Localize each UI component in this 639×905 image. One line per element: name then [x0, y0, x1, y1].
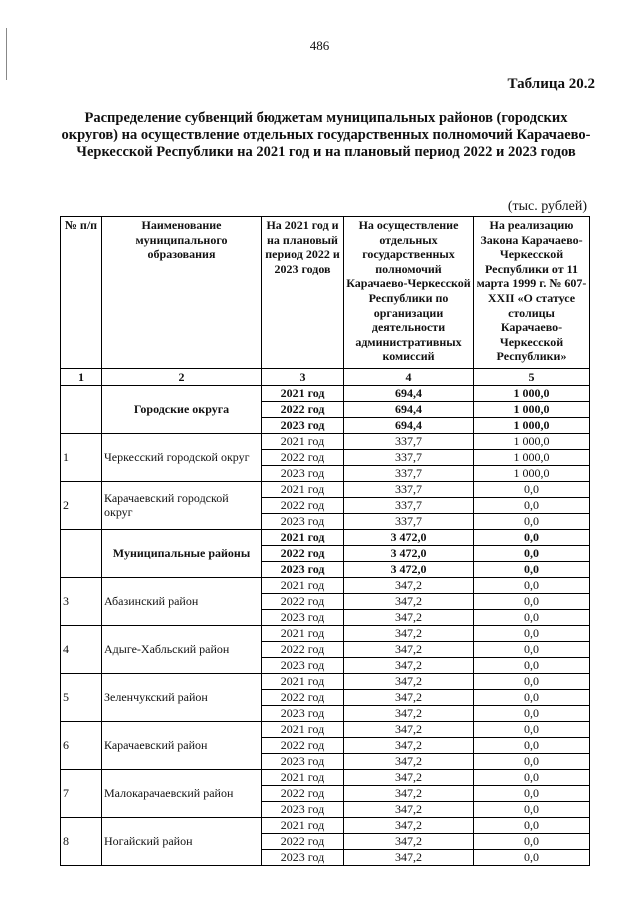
unit-note: (тыс. рублей)	[507, 199, 587, 214]
table-row	[61, 769, 590, 785]
capital-value: 0,0	[474, 625, 590, 641]
column-header-capital: На реализацию Закона Карачаево-Черкесской Республики от 11 марта 1999 г. № 607-XXII «О статусе столицы Карачаево-Черкесской Республики»	[474, 217, 590, 369]
row-number	[61, 385, 102, 433]
year-cell: 2023 год	[262, 849, 344, 865]
admin-value: 347,2	[344, 609, 474, 625]
year-cell: 2023 год	[262, 561, 344, 577]
admin-value: 347,2	[344, 625, 474, 641]
row-number: 8	[61, 817, 102, 865]
year-cell: 2021 год	[262, 817, 344, 833]
capital-value: 0,0	[474, 833, 590, 849]
municipality-name: Адыге-Хабльский район	[102, 625, 262, 673]
year-cell: 2021 год	[262, 529, 344, 545]
admin-value: 347,2	[344, 673, 474, 689]
municipality-name: Зеленчукский район	[102, 673, 262, 721]
admin-value: 347,2	[344, 689, 474, 705]
capital-value: 1 000,0	[474, 465, 590, 481]
municipality-name: Городские округа	[102, 385, 262, 433]
year-cell: 2022 год	[262, 833, 344, 849]
table-body	[61, 385, 590, 865]
year-cell: 2021 год	[262, 673, 344, 689]
capital-value: 0,0	[474, 785, 590, 801]
table-row	[61, 481, 590, 497]
year-cell: 2021 год	[262, 721, 344, 737]
year-cell: 2021 год	[262, 433, 344, 449]
admin-value: 3 472,0	[344, 561, 474, 577]
year-cell: 2022 год	[262, 737, 344, 753]
admin-value: 694,4	[344, 401, 474, 417]
table-row	[61, 577, 590, 593]
capital-value: 0,0	[474, 545, 590, 561]
page-number: 486	[309, 38, 330, 53]
table-row	[61, 673, 590, 689]
admin-value: 347,2	[344, 769, 474, 785]
capital-value: 1 000,0	[474, 449, 590, 465]
capital-value: 0,0	[474, 561, 590, 577]
admin-value: 694,4	[344, 385, 474, 401]
row-number: 5	[61, 673, 102, 721]
admin-value: 337,7	[344, 481, 474, 497]
row-number	[61, 529, 102, 577]
column-header-period: На 2021 год и на плановый период 2022 и 2023 годов	[262, 217, 344, 369]
capital-value: 1 000,0	[474, 433, 590, 449]
year-cell: 2023 год	[262, 609, 344, 625]
capital-value: 0,0	[474, 657, 590, 673]
column-header-admin: На осуществление отдельных государственных полномочий Карачаево-Черкесской Республики по организации деятельности административных комиссий	[344, 217, 474, 369]
year-cell: 2023 год	[262, 705, 344, 721]
table-row	[61, 817, 590, 833]
year-cell: 2023 год	[262, 465, 344, 481]
table-row	[61, 385, 590, 401]
column-number: 3	[262, 369, 344, 386]
capital-value: 0,0	[474, 673, 590, 689]
year-cell: 2021 год	[262, 385, 344, 401]
year-cell: 2021 год	[262, 577, 344, 593]
subvention-table	[60, 216, 590, 866]
capital-value: 0,0	[474, 481, 590, 497]
admin-value: 347,2	[344, 593, 474, 609]
column-number: 5	[474, 369, 590, 386]
capital-value: 0,0	[474, 705, 590, 721]
capital-value: 0,0	[474, 769, 590, 785]
year-cell: 2023 год	[262, 801, 344, 817]
municipality-name: Черкесский городской округ	[102, 433, 262, 481]
capital-value: 0,0	[474, 753, 590, 769]
table-heading: Распределение субвенций бюджетам муниципальных районов (городских округов) на осуществление отдельных государственных полномочий Карачаево-Черкесской Республики на 2021 год и на плановый период 2022 и 2023 годов	[61, 110, 591, 160]
admin-value: 347,2	[344, 641, 474, 657]
row-number: 2	[61, 481, 102, 529]
capital-value: 0,0	[474, 497, 590, 513]
capital-value: 0,0	[474, 689, 590, 705]
year-cell: 2021 год	[262, 769, 344, 785]
capital-value: 0,0	[474, 513, 590, 529]
municipality-name: Карачаевский городской округ	[102, 481, 262, 529]
column-number: 2	[102, 369, 262, 386]
column-number: 1	[61, 369, 102, 386]
admin-value: 347,2	[344, 849, 474, 865]
capital-value: 0,0	[474, 577, 590, 593]
year-cell: 2023 год	[262, 753, 344, 769]
row-number: 6	[61, 721, 102, 769]
capital-value: 0,0	[474, 721, 590, 737]
municipality-name: Муниципальные районы	[102, 529, 262, 577]
year-cell: 2023 год	[262, 657, 344, 673]
admin-value: 347,2	[344, 705, 474, 721]
capital-value: 0,0	[474, 849, 590, 865]
year-cell: 2022 год	[262, 689, 344, 705]
municipality-name: Малокарачаевский район	[102, 769, 262, 817]
year-cell: 2022 год	[262, 449, 344, 465]
admin-value: 347,2	[344, 577, 474, 593]
admin-value: 347,2	[344, 833, 474, 849]
capital-value: 0,0	[474, 529, 590, 545]
admin-value: 347,2	[344, 801, 474, 817]
admin-value: 347,2	[344, 753, 474, 769]
column-header-name: Наименование муниципального образования	[102, 217, 262, 369]
year-cell: 2023 год	[262, 513, 344, 529]
capital-value: 0,0	[474, 641, 590, 657]
table-title: Таблица 20.2	[507, 76, 595, 92]
capital-value: 0,0	[474, 737, 590, 753]
row-number: 7	[61, 769, 102, 817]
capital-value: 0,0	[474, 801, 590, 817]
column-header-num: № п/п	[61, 217, 102, 369]
year-cell: 2022 год	[262, 401, 344, 417]
admin-value: 337,7	[344, 449, 474, 465]
admin-value: 337,7	[344, 497, 474, 513]
table-row	[61, 721, 590, 737]
capital-value: 0,0	[474, 593, 590, 609]
year-cell: 2022 год	[262, 545, 344, 561]
admin-value: 694,4	[344, 417, 474, 433]
table-row	[61, 529, 590, 545]
admin-value: 3 472,0	[344, 529, 474, 545]
capital-value: 1 000,0	[474, 401, 590, 417]
column-number: 4	[344, 369, 474, 386]
capital-value: 0,0	[474, 609, 590, 625]
year-cell: 2022 год	[262, 497, 344, 513]
admin-value: 347,2	[344, 657, 474, 673]
capital-value: 1 000,0	[474, 417, 590, 433]
admin-value: 337,7	[344, 465, 474, 481]
admin-value: 347,2	[344, 721, 474, 737]
year-cell: 2022 год	[262, 593, 344, 609]
capital-value: 1 000,0	[474, 385, 590, 401]
admin-value: 347,2	[344, 737, 474, 753]
admin-value: 337,7	[344, 433, 474, 449]
year-cell: 2021 год	[262, 481, 344, 497]
municipality-name: Карачаевский район	[102, 721, 262, 769]
table-row	[61, 433, 590, 449]
admin-value: 3 472,0	[344, 545, 474, 561]
admin-value: 347,2	[344, 817, 474, 833]
municipality-name: Абазинский район	[102, 577, 262, 625]
year-cell: 2021 год	[262, 625, 344, 641]
year-cell: 2023 год	[262, 417, 344, 433]
year-cell: 2022 год	[262, 785, 344, 801]
year-cell: 2022 год	[262, 641, 344, 657]
capital-value: 0,0	[474, 817, 590, 833]
row-number: 3	[61, 577, 102, 625]
admin-value: 337,7	[344, 513, 474, 529]
row-number: 4	[61, 625, 102, 673]
page-edge-line	[6, 28, 7, 80]
municipality-name: Ногайский район	[102, 817, 262, 865]
table-row	[61, 625, 590, 641]
admin-value: 347,2	[344, 785, 474, 801]
row-number: 1	[61, 433, 102, 481]
